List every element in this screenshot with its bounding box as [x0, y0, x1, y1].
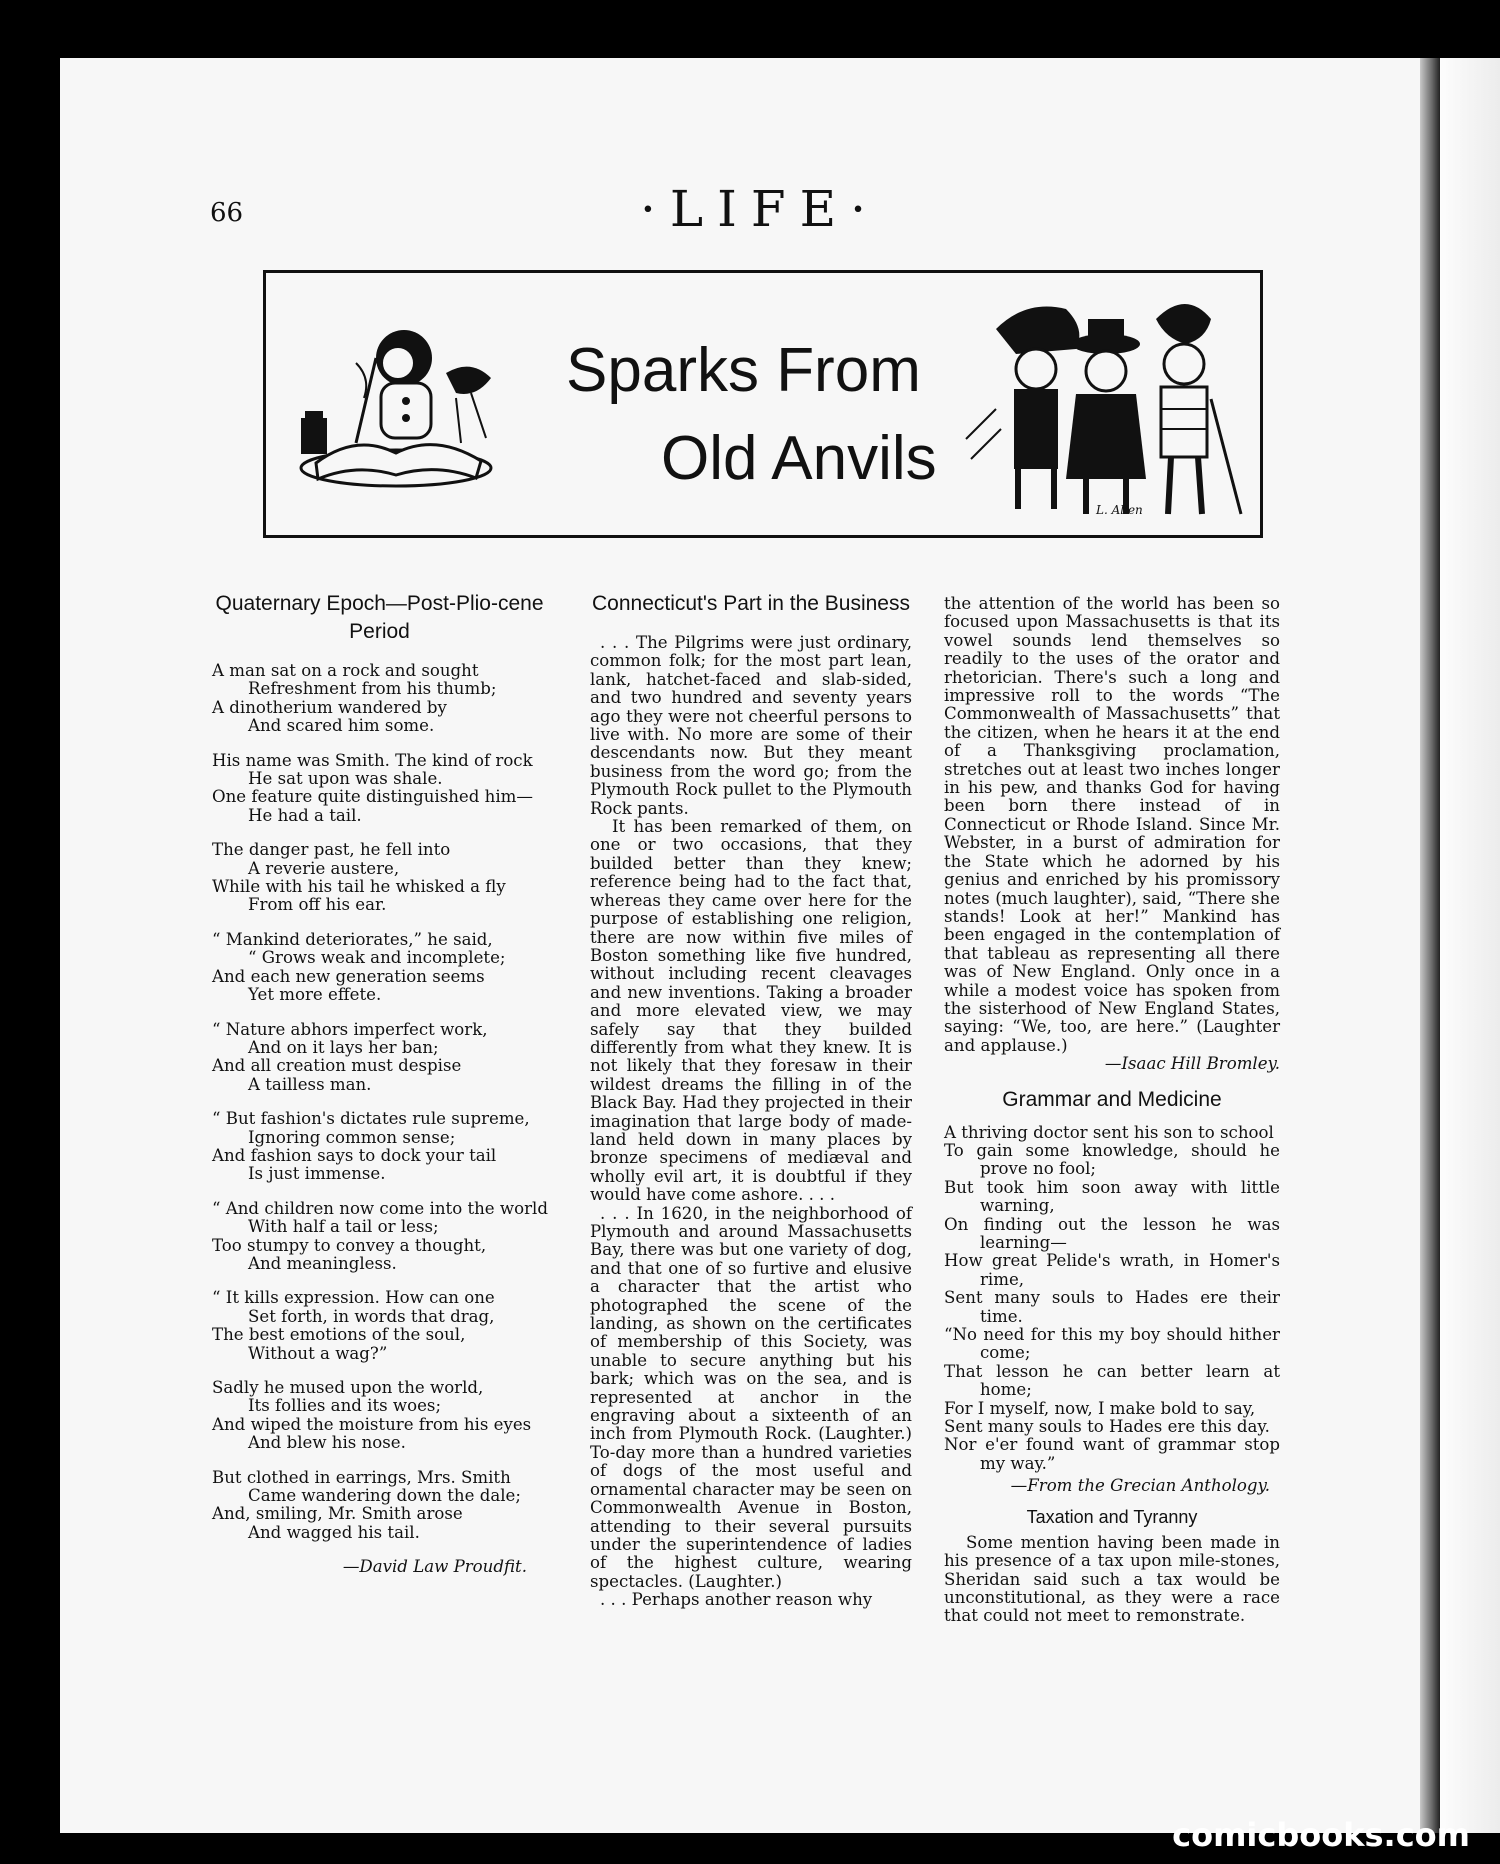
facing-page-edge — [1440, 58, 1500, 1833]
poem-line: The best emotions of the soul, — [212, 1325, 466, 1345]
poem-line: A tailless man. — [248, 1074, 372, 1094]
poem-line: “ It kills expression. How can one — [212, 1288, 495, 1308]
poem-stanza — [212, 841, 547, 915]
poem-line: And each new generation seems — [212, 966, 485, 986]
poem-line: Without a wag?” — [248, 1343, 388, 1363]
poem-line: And blew his nose. — [248, 1433, 406, 1453]
scribe-illustration — [286, 303, 506, 503]
watermark: comicbooks.com — [1172, 1816, 1470, 1854]
poem-line: Is just immense. — [248, 1164, 386, 1184]
grammar-line: Nor e'er found want of grammar stop my way.” — [944, 1435, 1280, 1473]
banner-title-line1: Sparks From — [566, 336, 921, 405]
connecticut-paragraph: . . . In 1620, in the neighborhood of Plymouth and around Massachusetts Bay, there was but one variety of dog, and that one of so furtive and elusive a character that the artist who photographed the scene of the landing, as shown on the certificates of membership of this Society, was unable to secure anything but his bark; which was on the sea, and is represented at anchor in the engraving about a sixteenth of an inch from Plymouth Rock. (Laughter.) To-day more than a hundred varieties of dogs of the most useful and ornamental character may be seen on Commonwealth Avenue in Boston, attending to their several pursuits under the superintendence of ladies of the highest culture, wearing spectacles. (Laughter.) — [590, 1203, 912, 1591]
poem-stanza — [212, 1289, 547, 1363]
poem-stanza — [212, 1021, 547, 1095]
poem-stanza — [212, 662, 547, 736]
connecticut-column — [590, 590, 912, 1610]
banner-title-line2: Old Anvils — [661, 424, 937, 493]
poem-line: “ And children now come into the world — [212, 1198, 548, 1218]
grammar-line: On finding out the lesson he was learning— — [944, 1214, 1280, 1252]
masthead: ·LIFE· — [640, 180, 880, 238]
grammar-line: That lesson he can better learn at home; — [944, 1361, 1280, 1400]
connecticut-paragraph: It has been remarked of them, on one or two occasions, that they builded better than they knew; reference being had to the fact that, whereas they came over here for the purpose of establishing one religion, there are now within five miles of Boston something like five hundred, without including recent cleavages and new inventions. Taking a broader and more elevated view, we may safely say that they builded differently from what they knew. It is not likely that they foresaw in their wildest dreams the filling in of the Black Bay. Had they projected in their imagination that large body of made-land held down in many places by bronze specimens of mediæval and wholly evil art, it is doubtful if they would have come ashore. . . . — [590, 817, 912, 1205]
poem-stanza — [212, 752, 547, 826]
poem-line: “ But fashion's dictates rule supreme, — [212, 1109, 530, 1129]
poem-line: And meaningless. — [248, 1253, 397, 1273]
poem-line: Its follies and its woes; — [248, 1396, 442, 1416]
poem-line: Came wandering down the dale; — [248, 1486, 521, 1506]
grammar-line: For I myself, now, I make bold to say, — [944, 1398, 1256, 1418]
poem-line: And wiped the moisture from his eyes — [212, 1414, 532, 1434]
poem-line: Sadly he mused upon the world, — [212, 1378, 484, 1397]
poem-line: He had a tail. — [248, 805, 362, 825]
poem-stanza — [212, 1379, 547, 1453]
grammar-line: “No need for this my boy should hither come; — [944, 1325, 1280, 1363]
connecticut-attribution: —Isaac Hill Bromley. — [1104, 1054, 1280, 1074]
poem-line: He sat upon was shale. — [248, 769, 443, 789]
poem-line: And, smiling, Mr. Smith arose — [212, 1504, 463, 1524]
grammar-line: But took him soon away with little warning, — [944, 1177, 1280, 1216]
pilgrims-illustration — [956, 289, 1246, 529]
poem-line: And wagged his tail. — [248, 1522, 420, 1542]
poem-line: Too stumpy to convey a thought, — [212, 1235, 487, 1255]
poem-line: But clothed in earrings, Mrs. Smith — [212, 1467, 511, 1487]
poem-line: The danger past, he fell into — [212, 840, 451, 860]
poem-stanza — [212, 1469, 547, 1543]
poem-stanza — [212, 1110, 547, 1184]
poem-line: One feature quite distinguished him— — [212, 787, 533, 807]
poem-line: A reverie austere, — [248, 858, 400, 878]
grammar-title: Grammar and Medicine — [1002, 1087, 1222, 1111]
poem-line: And fashion says to dock your tail — [212, 1145, 497, 1165]
poem-line: Set forth, in words that drag, — [248, 1306, 495, 1326]
grammar-attribution: —From the Grecian Anthology. — [1010, 1476, 1270, 1496]
page-spine — [1420, 58, 1440, 1833]
poem-line: “ Grows weak and incomplete; — [248, 948, 506, 968]
grammar-line: How great Pelide's wrath, in Homer's rime, — [944, 1251, 1280, 1289]
page-number: 66 — [210, 198, 244, 228]
grammar-line: Sent many souls to Hades ere their time. — [944, 1288, 1280, 1326]
poem-line: And all creation must despise — [212, 1056, 462, 1076]
connecticut-paragraph: . . . Perhaps another reason why — [600, 1590, 873, 1610]
poem-stanza — [212, 1200, 547, 1274]
poem-line: And scared him some. — [248, 716, 435, 736]
connecticut-title: Connecticut's Part in the Business — [591, 592, 910, 615]
poem-title: Quaternary Epoch—Post-Plio-cene Period — [215, 592, 544, 643]
poem-line: Refreshment from his thumb; — [248, 679, 497, 699]
connecticut-paragraph: . . . The Pilgrims were just ordinary, common folk; for the most part lean, lank, hatchet-faced and slab-sided, and two hundred and seventy years ago they were not cheerful persons to live with. No more are some of their descendants now. But they meant business from the word go; from the Plymouth Rock pullet to the Plymouth Rock pants. — [590, 633, 912, 818]
poem-line: Yet more effete. — [248, 985, 382, 1005]
grammar-line: Sent many souls to Hades ere this day. — [944, 1417, 1270, 1437]
poem-line: With half a tail or less; — [248, 1217, 439, 1237]
poem-attribution: —David Law Proudfit. — [342, 1557, 527, 1577]
poem-line: A man sat on a rock and sought — [212, 661, 479, 680]
taxation-title: Taxation and Tyranny — [1026, 1506, 1198, 1527]
poem-line: From off his ear. — [248, 895, 387, 915]
poem-line: His name was Smith. The kind of rock — [212, 750, 533, 770]
poem-column — [212, 590, 547, 1577]
taxation-text: Some mention having been made in his presence of a tax upon mile-stones, Sheridan said such a tax would be unconstitutional, as they were a race that could not meet to remonstrate. — [944, 1532, 1280, 1626]
grammar-line: A thriving doctor sent his son to school — [944, 1122, 1274, 1142]
poem-line: Ignoring common sense; — [248, 1127, 456, 1147]
artist-signature: L. Allen — [1096, 503, 1143, 517]
poem-line: “ Nature abhors imperfect work, — [212, 1019, 488, 1039]
title-banner — [263, 270, 1263, 538]
connecticut-continuation: the attention of the world has been so focused upon Massachusetts is that its vowel sounds lend themselves so readily to the uses of the orator and rhetorician. There's such a long and impressive roll to the words “The Commonwealth of Massachusetts” that the citizen, when he hears it at the end of a Thanksgiving proclamation, stretches out at least two inches longer in his pew, and thanks God for having been born there instead of in Connecticut or Rhode Island. Since Mr. Webster, in a burst of admiration for the State which he adorned by his genius and enriched by his promissory notes (much laughter), said, “There she stands! Look at her!” Mankind has been engaged in the contemplation of that tableau as representing all there was of New England. Only once in a while a modest voice has spoken from the sisterhood of New England States, saying: “We, too, are here.” (Laughter and applause.) — [944, 594, 1280, 1055]
poem-line: And on it lays her ban; — [248, 1037, 439, 1057]
poem-line: A dinotherium wandered by — [212, 697, 447, 717]
grammar-verse — [944, 1124, 1280, 1474]
poem-line: “ Mankind deteriorates,” he said, — [212, 929, 493, 949]
poem-stanza — [212, 931, 547, 1005]
poem-body — [212, 662, 547, 1542]
poem-line: While with his tail he whisked a fly — [212, 877, 506, 897]
grammar-line: To gain some knowledge, should he prove no fool; — [944, 1140, 1280, 1179]
third-column — [944, 595, 1280, 1626]
